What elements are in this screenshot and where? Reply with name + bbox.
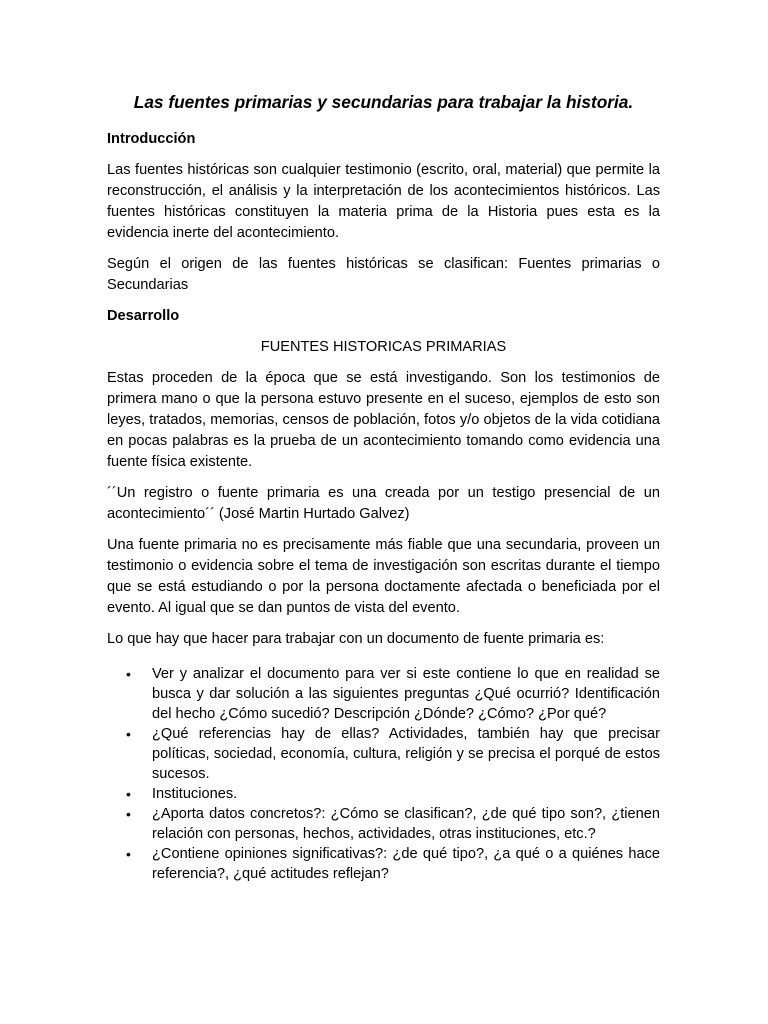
bullet-icon: • (126, 666, 131, 682)
list-item-text: Ver y analizar el documento para ver si este contiene lo que en realidad se busca y dar solución a las siguientes preguntas ¿Qué ocurrió? Identificación del hecho ¿Cómo sucedió? Descripción ¿Dónde? ¿Cómo? ¿Por qué? (152, 666, 660, 722)
section-title: FUENTES HISTORICAS PRIMARIAS (260, 339, 507, 355)
list-item (126, 724, 660, 784)
development-paragraph-1: Estas proceden de la época que se está investigando. Son los testimonios de primera mano o que la persona estuvo presente en el suceso, ejemplos de esto son leyes, tratados, memorias, censos de población, fotos y/o objetos de la vida cotidiana en pocas palabras es la prueba de un acontecimiento tomando como evidencia una fuente física existente. (107, 370, 660, 470)
list-item (126, 664, 660, 724)
development-paragraph-2: ´´Un registro o fuente primaria es una creada por un testigo presencial de un acontecimiento´´ (José Martin Hurtado Galvez) (107, 485, 660, 522)
list-item (126, 844, 660, 884)
development-paragraph-3: Una fuente primaria no es precisamente más fiable que una secundaria, proveen un testimonio o evidencia sobre el tema de investigación son escritas durante el tiempo que se está estudiando o por la persona doctamente afectada o beneficiada por el evento. Al igual que se dan puntos de vista del evento. (107, 537, 660, 616)
development-paragraph-4: Lo que hay que hacer para trabajar con un documento de fuente primaria es: (107, 631, 605, 647)
bullet-list (107, 664, 660, 884)
list-item-text: ¿Aporta datos concretos?: ¿Cómo se clasifican?, ¿de qué tipo son?, ¿tienen relación con personas, hechos, actividades, otras instituciones, etc.? (152, 806, 660, 842)
development-heading: Desarrollo (107, 308, 180, 324)
list-item-text: ¿Qué referencias hay de ellas? Actividades, también hay que precisar políticas, sociedad, economía, cultura, religión y se precisa el porqué de estos sucesos. (152, 726, 660, 782)
document-page (107, 90, 660, 884)
bullet-icon: • (126, 846, 131, 862)
list-item (126, 804, 660, 844)
bullet-icon: • (126, 786, 131, 802)
list-item-text: ¿Contiene opiniones significativas?: ¿de qué tipo?, ¿a qué o a quiénes hace referencia?, ¿qué actitudes reflejan? (152, 846, 660, 882)
list-item-text: Instituciones. (152, 786, 238, 802)
bullet-icon: • (126, 726, 131, 742)
intro-heading: Introducción (107, 131, 196, 147)
list-item (126, 784, 660, 804)
intro-paragraph-2: Según el origen de las fuentes históricas se clasifican: Fuentes primarias o Secundarias (107, 256, 660, 293)
intro-paragraph-1: Las fuentes históricas son cualquier testimonio (escrito, oral, material) que permite la reconstrucción, el análisis y la interpretación de los acontecimientos históricos. Las fuentes históricas constituyen la materia prima de la Historia pues esta es la evidencia inerte del acontecimiento. (107, 162, 660, 241)
document-title: Las fuentes primarias y secundarias para trabajar la historia. (133, 92, 634, 112)
bullet-icon: • (126, 806, 131, 822)
